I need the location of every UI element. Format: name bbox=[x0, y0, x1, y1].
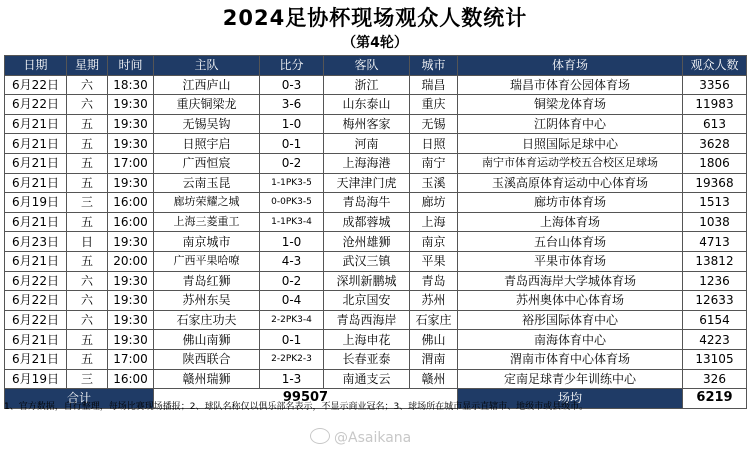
cell-weekday: 六 bbox=[67, 271, 108, 291]
cell-away: 青岛海牛 bbox=[324, 193, 410, 213]
cell-city: 无锡 bbox=[410, 114, 458, 134]
cell-stadium: 平果市体育场 bbox=[458, 251, 683, 271]
watermark bbox=[310, 428, 411, 447]
cell-weekday: 六 bbox=[67, 291, 108, 311]
cell-away: 武汉三镇 bbox=[324, 251, 410, 271]
cell-weekday: 五 bbox=[67, 251, 108, 271]
cell-date: 6月21日 bbox=[5, 134, 67, 154]
column-header: 主队 bbox=[154, 56, 260, 76]
cell-home: 日照宇启 bbox=[154, 134, 260, 154]
cell-attendance: 19368 bbox=[683, 173, 747, 193]
table-row bbox=[5, 75, 747, 95]
cell-away: 山东泰山 bbox=[324, 95, 410, 115]
cell-away: 北京国安 bbox=[324, 291, 410, 311]
cell-city: 瑞昌 bbox=[410, 75, 458, 95]
cell-stadium: 南海体育中心 bbox=[458, 330, 683, 350]
watermark-text: @Asaikana bbox=[334, 430, 412, 446]
table-row bbox=[5, 114, 747, 134]
footnotes: 1、官方数据，自行整理，每场比赛现场播报；2、球队名称仅以俱乐部名表示，不显示商业冠名；3、球场所在城市显示直辖市、地级市或县级市。 bbox=[4, 402, 589, 412]
column-header: 时间 bbox=[108, 56, 154, 76]
table-row bbox=[5, 193, 747, 213]
table-row bbox=[5, 134, 747, 154]
cell-away: 沧州雄狮 bbox=[324, 232, 410, 252]
total-label: 合计 bbox=[5, 389, 154, 409]
cell-weekday: 五 bbox=[67, 153, 108, 173]
cell-attendance: 3628 bbox=[683, 134, 747, 154]
cell-home: 江西庐山 bbox=[154, 75, 260, 95]
cell-stadium: 江阴体育中心 bbox=[458, 114, 683, 134]
cell-stadium: 五台山体育场 bbox=[458, 232, 683, 252]
cell-away: 河南 bbox=[324, 134, 410, 154]
cell-home: 青岛红狮 bbox=[154, 271, 260, 291]
cell-date: 6月22日 bbox=[5, 310, 67, 330]
cell-date: 6月21日 bbox=[5, 212, 67, 232]
cell-away: 上海海港 bbox=[324, 153, 410, 173]
cell-time: 19:30 bbox=[108, 310, 154, 330]
cell-attendance: 1806 bbox=[683, 153, 747, 173]
cell-weekday: 六 bbox=[67, 310, 108, 330]
cell-away: 浙江 bbox=[324, 75, 410, 95]
cell-score: 0-0PK3-5 bbox=[260, 193, 324, 213]
column-header: 观众人数 bbox=[683, 56, 747, 76]
table-row bbox=[5, 271, 747, 291]
cell-date: 6月19日 bbox=[5, 193, 67, 213]
cell-home: 无锡吴钩 bbox=[154, 114, 260, 134]
cell-date: 6月21日 bbox=[5, 349, 67, 369]
cell-home: 廊坊荣耀之城 bbox=[154, 193, 260, 213]
cell-weekday: 六 bbox=[67, 75, 108, 95]
cell-city: 日照 bbox=[410, 134, 458, 154]
cell-weekday: 五 bbox=[67, 173, 108, 193]
table-row bbox=[5, 95, 747, 115]
cell-stadium: 南宁市体育运动学校五合校区足球场 bbox=[458, 153, 683, 173]
cell-attendance: 613 bbox=[683, 114, 747, 134]
table-row bbox=[5, 369, 747, 389]
cell-score: 0-4 bbox=[260, 291, 324, 311]
cell-score: 0-2 bbox=[260, 271, 324, 291]
cell-time: 19:30 bbox=[108, 95, 154, 115]
cell-time: 19:30 bbox=[108, 134, 154, 154]
cell-city: 渭南 bbox=[410, 349, 458, 369]
table-row bbox=[5, 173, 747, 193]
column-header: 城市 bbox=[410, 56, 458, 76]
cell-attendance: 13105 bbox=[683, 349, 747, 369]
cell-attendance: 326 bbox=[683, 369, 747, 389]
cell-date: 6月21日 bbox=[5, 114, 67, 134]
cell-away: 天津津门虎 bbox=[324, 173, 410, 193]
cell-date: 6月22日 bbox=[5, 271, 67, 291]
cell-stadium: 廊坊市体育场 bbox=[458, 193, 683, 213]
cell-weekday: 五 bbox=[67, 212, 108, 232]
cell-attendance: 13812 bbox=[683, 251, 747, 271]
cell-score: 0-2 bbox=[260, 153, 324, 173]
cell-time: 16:00 bbox=[108, 212, 154, 232]
cell-weekday: 日 bbox=[67, 232, 108, 252]
table-row bbox=[5, 330, 747, 350]
cell-weekday: 三 bbox=[67, 369, 108, 389]
cell-time: 19:30 bbox=[108, 114, 154, 134]
cell-away: 梅州客家 bbox=[324, 114, 410, 134]
cell-away: 青岛西海岸 bbox=[324, 310, 410, 330]
cell-home: 陕西联合 bbox=[154, 349, 260, 369]
cell-away: 成都蓉城 bbox=[324, 212, 410, 232]
cell-stadium: 定南足球青少年训练中心 bbox=[458, 369, 683, 389]
cell-stadium: 铜梁龙体育场 bbox=[458, 95, 683, 115]
cell-home: 赣州瑞狮 bbox=[154, 369, 260, 389]
cell-date: 6月22日 bbox=[5, 95, 67, 115]
cell-weekday: 三 bbox=[67, 193, 108, 213]
cell-time: 19:30 bbox=[108, 291, 154, 311]
cell-stadium: 裕彤国际体育中心 bbox=[458, 310, 683, 330]
cell-stadium: 瑞昌市体育公园体育场 bbox=[458, 75, 683, 95]
cell-city: 石家庄 bbox=[410, 310, 458, 330]
cell-stadium: 青岛西海岸大学城体育场 bbox=[458, 271, 683, 291]
page-subtitle: （第4轮） bbox=[342, 35, 408, 51]
cell-score: 2-2PK3-4 bbox=[260, 310, 324, 330]
cell-attendance: 12633 bbox=[683, 291, 747, 311]
column-header: 体育场 bbox=[458, 56, 683, 76]
cell-away: 上海申花 bbox=[324, 330, 410, 350]
average-value: 6219 bbox=[683, 389, 747, 409]
cell-time: 16:00 bbox=[108, 369, 154, 389]
cell-date: 6月22日 bbox=[5, 291, 67, 311]
cell-score: 0-1 bbox=[260, 134, 324, 154]
cell-date: 6月21日 bbox=[5, 153, 67, 173]
cell-city: 廊坊 bbox=[410, 193, 458, 213]
cell-stadium: 玉溪高原体育运动中心体育场 bbox=[458, 173, 683, 193]
table-row bbox=[5, 212, 747, 232]
cell-score: 4-3 bbox=[260, 251, 324, 271]
table-row bbox=[5, 291, 747, 311]
cell-score: 0-3 bbox=[260, 75, 324, 95]
table-header-row bbox=[5, 56, 747, 76]
column-header: 日期 bbox=[5, 56, 67, 76]
cell-away: 长春亚泰 bbox=[324, 349, 410, 369]
cell-time: 18:30 bbox=[108, 75, 154, 95]
cell-home: 石家庄功夫 bbox=[154, 310, 260, 330]
cell-weekday: 五 bbox=[67, 330, 108, 350]
cell-weekday: 五 bbox=[67, 114, 108, 134]
cell-attendance: 3356 bbox=[683, 75, 747, 95]
cell-city: 南京 bbox=[410, 232, 458, 252]
cell-date: 6月22日 bbox=[5, 75, 67, 95]
cell-attendance: 4223 bbox=[683, 330, 747, 350]
cell-city: 上海 bbox=[410, 212, 458, 232]
cell-weekday: 六 bbox=[67, 95, 108, 115]
cell-date: 6月19日 bbox=[5, 369, 67, 389]
weibo-icon bbox=[310, 428, 330, 444]
cell-home: 重庆铜梁龙 bbox=[154, 95, 260, 115]
table-row bbox=[5, 232, 747, 252]
cell-score: 1-0 bbox=[260, 232, 324, 252]
cell-home: 苏州东吴 bbox=[154, 291, 260, 311]
cell-score: 0-1 bbox=[260, 330, 324, 350]
cell-city: 苏州 bbox=[410, 291, 458, 311]
cell-stadium: 日照国际足球中心 bbox=[458, 134, 683, 154]
cell-score: 1-0 bbox=[260, 114, 324, 134]
column-header: 比分 bbox=[260, 56, 324, 76]
cell-home: 上海三菱重工 bbox=[154, 212, 260, 232]
page-title: 2024足协杯现场观众人数统计 bbox=[222, 6, 528, 30]
cell-city: 佛山 bbox=[410, 330, 458, 350]
cell-home: 云南玉昆 bbox=[154, 173, 260, 193]
cell-stadium: 上海体育场 bbox=[458, 212, 683, 232]
attendance-table bbox=[4, 55, 747, 409]
cell-city: 平果 bbox=[410, 251, 458, 271]
cell-city: 南宁 bbox=[410, 153, 458, 173]
average-label: 场均 bbox=[458, 389, 683, 409]
cell-time: 17:00 bbox=[108, 349, 154, 369]
cell-stadium: 苏州奥体中心体育场 bbox=[458, 291, 683, 311]
cell-time: 19:30 bbox=[108, 330, 154, 350]
cell-score: 3-6 bbox=[260, 95, 324, 115]
cell-away: 深圳新鹏城 bbox=[324, 271, 410, 291]
cell-time: 19:30 bbox=[108, 232, 154, 252]
cell-home: 南京城市 bbox=[154, 232, 260, 252]
cell-time: 19:30 bbox=[108, 271, 154, 291]
cell-city: 玉溪 bbox=[410, 173, 458, 193]
cell-weekday: 五 bbox=[67, 349, 108, 369]
cell-home: 佛山南狮 bbox=[154, 330, 260, 350]
cell-attendance: 1038 bbox=[683, 212, 747, 232]
table-row bbox=[5, 153, 747, 173]
cell-attendance: 4713 bbox=[683, 232, 747, 252]
cell-score: 2-2PK2-3 bbox=[260, 349, 324, 369]
cell-date: 6月21日 bbox=[5, 173, 67, 193]
cell-attendance: 11983 bbox=[683, 95, 747, 115]
cell-time: 17:00 bbox=[108, 153, 154, 173]
cell-stadium: 渭南市体育中心体育场 bbox=[458, 349, 683, 369]
cell-home: 广西平果哈嘹 bbox=[154, 251, 260, 271]
cell-date: 6月21日 bbox=[5, 251, 67, 271]
cell-score: 1-1PK3-4 bbox=[260, 212, 324, 232]
cell-attendance: 1236 bbox=[683, 271, 747, 291]
cell-time: 20:00 bbox=[108, 251, 154, 271]
cell-time: 19:30 bbox=[108, 173, 154, 193]
cell-city: 赣州 bbox=[410, 369, 458, 389]
column-header: 客队 bbox=[324, 56, 410, 76]
cell-score: 1-1PK3-5 bbox=[260, 173, 324, 193]
cell-away: 南通支云 bbox=[324, 369, 410, 389]
cell-weekday: 五 bbox=[67, 134, 108, 154]
cell-date: 6月23日 bbox=[5, 232, 67, 252]
cell-attendance: 6154 bbox=[683, 310, 747, 330]
cell-city: 重庆 bbox=[410, 95, 458, 115]
cell-time: 16:00 bbox=[108, 193, 154, 213]
cell-home: 广西恒宸 bbox=[154, 153, 260, 173]
column-header: 星期 bbox=[67, 56, 108, 76]
cell-score: 1-3 bbox=[260, 369, 324, 389]
table-row bbox=[5, 251, 747, 271]
cell-date: 6月21日 bbox=[5, 330, 67, 350]
total-value: 99507 bbox=[154, 389, 458, 409]
cell-attendance: 1513 bbox=[683, 193, 747, 213]
table-row bbox=[5, 349, 747, 369]
table-row bbox=[5, 310, 747, 330]
cell-city: 青岛 bbox=[410, 271, 458, 291]
